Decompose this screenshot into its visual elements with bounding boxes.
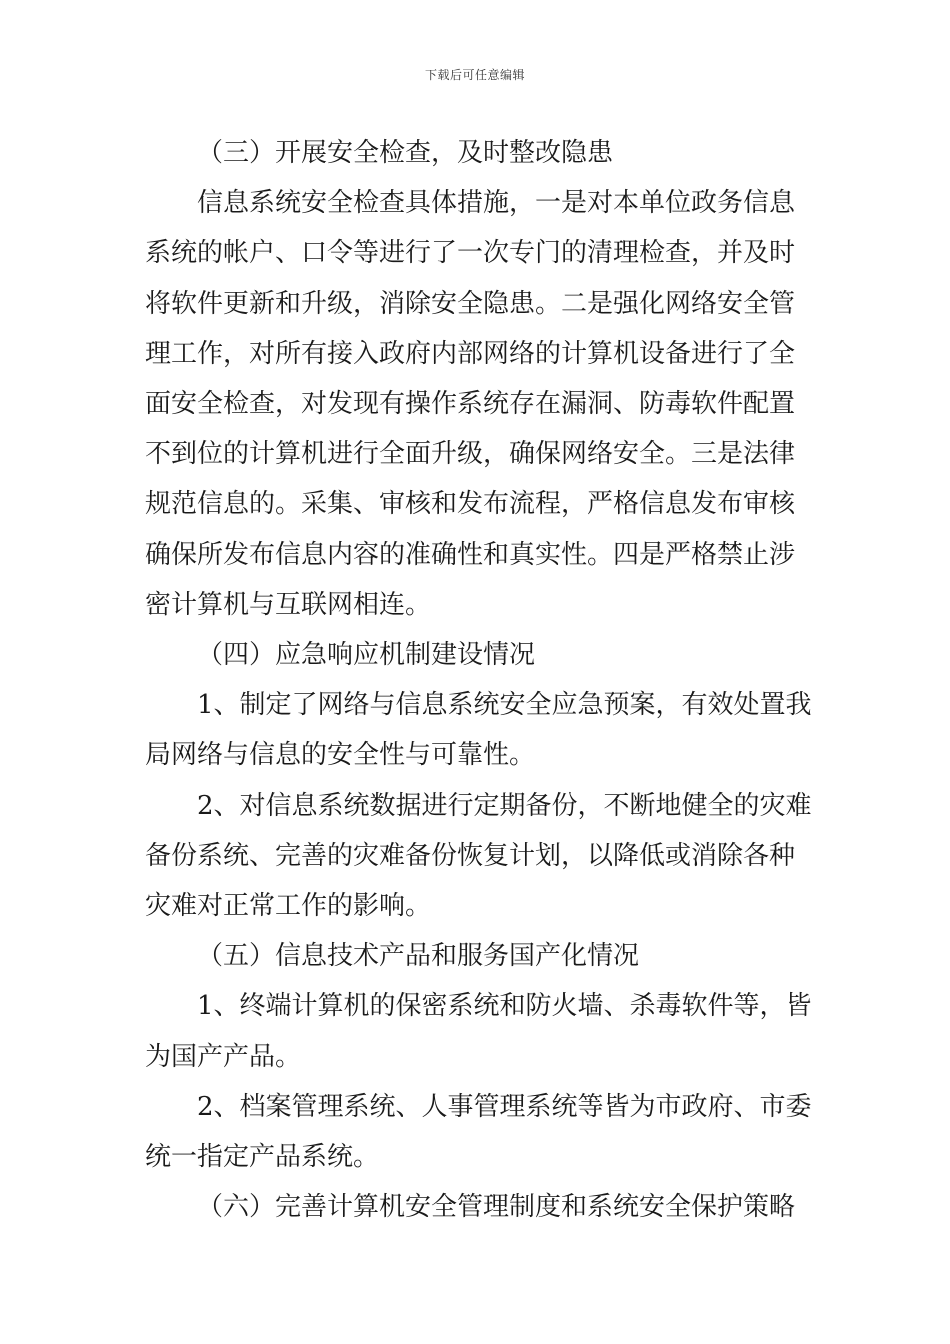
text-line: 将软件更新和升级，消除安全隐患。二是强化网络安全管 bbox=[145, 288, 796, 319]
document-body bbox=[145, 128, 810, 1232]
text-line: 确保所发布信息内容的准确性和真实性。四是严格禁止涉 bbox=[145, 539, 796, 570]
list-item-4-2 bbox=[145, 781, 810, 932]
section-heading-3 bbox=[145, 128, 810, 178]
heading-line: （五）信息技术产品和服务国产化情况 bbox=[197, 941, 640, 972]
heading-line: （六）完善计算机安全管理制度和系统安全保护策略 bbox=[197, 1192, 796, 1223]
text-line: 2、档案管理系统、人事管理系统等皆为市政府、市委 bbox=[197, 1091, 812, 1122]
text-line: 系统的帐户、口令等进行了一次专门的清理检查，并及时 bbox=[145, 238, 796, 269]
text-line: 面安全检查，对发现有操作系统存在漏洞、防毒软件配置 bbox=[145, 389, 796, 420]
section-heading-5 bbox=[145, 931, 810, 981]
list-item-5-1 bbox=[145, 981, 810, 1081]
heading-line: （四）应急响应机制建设情况 bbox=[197, 640, 536, 671]
text-line: 2、对信息系统数据进行定期备份，不断地健全的灾难 bbox=[197, 790, 812, 821]
text-line: 不到位的计算机进行全面升级，确保网络安全。三是法律 bbox=[145, 439, 796, 470]
section-heading-4 bbox=[145, 630, 810, 680]
page-header: 下载后可任意编辑 bbox=[424, 68, 525, 82]
text-line: 统一指定产品系统。 bbox=[145, 1142, 380, 1173]
text-line: 为国产产品。 bbox=[145, 1041, 302, 1072]
list-item-4-1 bbox=[145, 680, 810, 780]
heading-line: （三）开展安全检查，及时整改隐患 bbox=[197, 138, 614, 168]
paragraph-security-check bbox=[145, 178, 810, 630]
text-line: 信息系统安全检查具体措施，一是对本单位政务信息 bbox=[197, 188, 796, 219]
text-line: 局网络与信息的安全性与可靠性。 bbox=[145, 740, 536, 771]
text-line: 灾难对正常工作的影响。 bbox=[145, 891, 432, 922]
list-item-5-2 bbox=[145, 1082, 810, 1182]
text-line: 1、终端计算机的保密系统和防火墙、杀毒软件等，皆 bbox=[197, 991, 812, 1022]
text-line: 备份系统、完善的灾难备份恢复计划，以降低或消除各种 bbox=[145, 840, 796, 871]
text-line: 规范信息的。采集、审核和发布流程，严格信息发布审核 bbox=[145, 489, 796, 520]
text-line: 1、制定了网络与信息系统安全应急预案，有效处置我 bbox=[197, 690, 812, 721]
text-line: 密计算机与互联网相连。 bbox=[145, 589, 432, 620]
section-heading-6 bbox=[145, 1182, 810, 1232]
text-line: 理工作，对所有接入政府内部网络的计算机设备进行了全 bbox=[145, 338, 796, 369]
